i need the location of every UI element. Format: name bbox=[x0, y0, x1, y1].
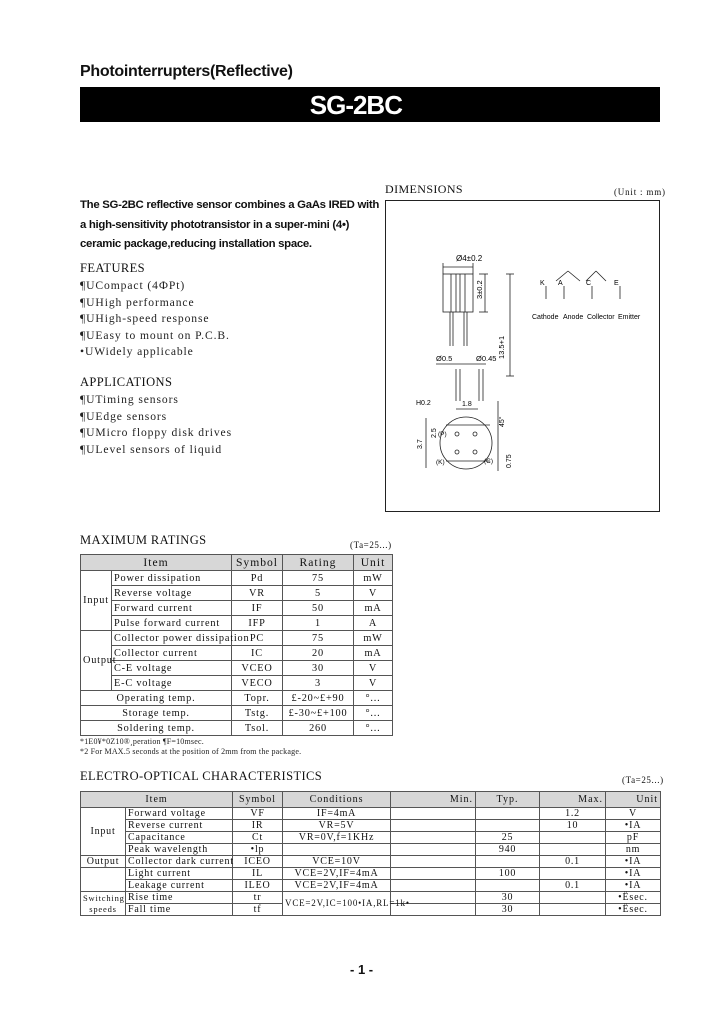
table-row bbox=[81, 676, 393, 691]
table-row bbox=[81, 721, 393, 736]
cell-typ: 30 bbox=[476, 904, 540, 916]
cell-typ bbox=[476, 856, 540, 868]
cell-unit: °... bbox=[354, 691, 393, 706]
cell-unit: mW bbox=[354, 571, 393, 586]
features-list bbox=[80, 278, 230, 361]
package-drawing bbox=[386, 201, 659, 511]
cell-unit: •IA bbox=[606, 868, 661, 880]
table-row bbox=[81, 586, 393, 601]
cell-typ: 30 bbox=[476, 892, 540, 904]
cell-rating: 20 bbox=[283, 646, 354, 661]
cell-unit: mA bbox=[354, 601, 393, 616]
dim-angle: 45° bbox=[499, 416, 506, 427]
cell-symbol: •lp bbox=[233, 844, 283, 856]
electro-optical-table bbox=[80, 791, 661, 916]
cell-conditions: VCE=2V,IF=4mA bbox=[283, 880, 391, 892]
cell-symbol: Topr. bbox=[232, 691, 283, 706]
cell-item: C-E voltage bbox=[112, 661, 232, 676]
cell-item: Operating temp. bbox=[81, 691, 232, 706]
cell-symbol: PC bbox=[232, 631, 283, 646]
cell-typ bbox=[476, 820, 540, 832]
cell-min bbox=[391, 820, 476, 832]
cell-unit: mA bbox=[354, 646, 393, 661]
title-bar bbox=[80, 87, 660, 122]
cell-symbol: ICEO bbox=[233, 856, 283, 868]
features-heading: FEATURES bbox=[80, 261, 146, 275]
table-row bbox=[81, 856, 661, 868]
cell-max bbox=[540, 868, 606, 880]
cell-conditions bbox=[283, 844, 391, 856]
cell-unit: V bbox=[354, 586, 393, 601]
pin-mark: (C) bbox=[484, 458, 494, 465]
cell-max: 10 bbox=[540, 820, 606, 832]
pin-mark: (K) bbox=[436, 459, 445, 466]
pin-name: Emitter bbox=[618, 314, 641, 321]
table-row bbox=[81, 880, 661, 892]
table-row bbox=[81, 691, 393, 706]
cell-conditions: VR=0V,f=1KHz bbox=[283, 832, 391, 844]
col-item: Item bbox=[81, 555, 232, 571]
cell-item: Soldering temp. bbox=[81, 721, 232, 736]
cell-max bbox=[540, 892, 606, 904]
col-item: Item bbox=[81, 792, 233, 808]
group-switching-line: speeds bbox=[89, 903, 117, 914]
dim-diameter: Ø4±0.2 bbox=[456, 254, 483, 263]
col-rating: Rating bbox=[283, 555, 354, 571]
cell-unit: °... bbox=[354, 706, 393, 721]
cell-typ bbox=[476, 880, 540, 892]
cell-typ: 940 bbox=[476, 844, 540, 856]
application-item: ¶ULevel sensors of liquid bbox=[80, 442, 223, 456]
dimensions-unit: (Unit : mm) bbox=[614, 187, 666, 197]
max-ratings-table bbox=[80, 554, 393, 736]
cell-item: Forward voltage bbox=[126, 808, 233, 820]
col-symbol: Symbol bbox=[233, 792, 283, 808]
cell-item: Storage temp. bbox=[81, 706, 232, 721]
group-input: Input bbox=[81, 808, 126, 856]
cell-rating: 3 bbox=[283, 676, 354, 691]
cell-unit: •IA bbox=[606, 880, 661, 892]
application-item: ¶UMicro floppy disk drives bbox=[80, 426, 232, 439]
col-typ: Typ. bbox=[476, 792, 540, 808]
cell-unit: •IA bbox=[606, 856, 661, 868]
cell-min bbox=[391, 844, 476, 856]
dimensions-heading: DIMENSIONS bbox=[385, 182, 464, 196]
table-row bbox=[81, 646, 393, 661]
max-ratings-condition: (Ta=25...) bbox=[350, 540, 392, 550]
pin-name: Anode bbox=[563, 314, 584, 321]
cell-max bbox=[540, 904, 606, 916]
cell-min bbox=[391, 880, 476, 892]
col-min: Min. bbox=[391, 792, 476, 808]
pin-k-label: K bbox=[540, 280, 545, 287]
table-row bbox=[81, 868, 661, 880]
cell-rating: 1 bbox=[283, 616, 354, 631]
cell-unit: V bbox=[354, 676, 393, 691]
dimensions-drawing bbox=[385, 200, 660, 512]
table-row bbox=[81, 571, 393, 586]
cell-min bbox=[391, 868, 476, 880]
cell-symbol: VF bbox=[233, 808, 283, 820]
table-row bbox=[81, 844, 661, 856]
cell-conditions: VCE=2V,IF=4mA bbox=[283, 868, 391, 880]
note: *2 For MAX.5 seconds at the position of 2mm from the package. bbox=[80, 747, 302, 756]
max-ratings-heading: MAXIMUM RATINGS bbox=[80, 533, 207, 547]
table-row bbox=[81, 820, 661, 832]
cell-max: 1.2 bbox=[540, 808, 606, 820]
cell-typ: 25 bbox=[476, 832, 540, 844]
cell-min bbox=[391, 808, 476, 820]
cell-symbol: Pd bbox=[232, 571, 283, 586]
group-output: Output bbox=[81, 856, 126, 868]
cell-item: Reverse current bbox=[126, 820, 233, 832]
cell-symbol: VCEO bbox=[232, 661, 283, 676]
feature-item: ¶UHigh performance bbox=[80, 295, 195, 309]
pin-mark: (P) bbox=[438, 431, 447, 438]
cell-rating: 50 bbox=[283, 601, 354, 616]
dim-pin-dia-2: Ø0.45 bbox=[476, 354, 497, 363]
cell-unit: A bbox=[354, 616, 393, 631]
cell-min bbox=[391, 856, 476, 868]
table-header-row bbox=[81, 792, 661, 808]
cell-symbol: tf bbox=[233, 904, 283, 916]
group-switching bbox=[81, 892, 126, 916]
cell-symbol: VECO bbox=[232, 676, 283, 691]
cell-symbol: Tsol. bbox=[232, 721, 283, 736]
cell-symbol: IR bbox=[233, 820, 283, 832]
cell-symbol: IFP bbox=[232, 616, 283, 631]
feature-item: ¶UEasy to mount on P.C.B. bbox=[80, 328, 230, 342]
cell-conditions: VCE=2V,IC=100•IA,RL=1k• bbox=[283, 892, 391, 916]
col-symbol: Symbol bbox=[232, 555, 283, 571]
applications-list bbox=[80, 392, 232, 458]
feature-item: •UWidely applicable bbox=[80, 345, 194, 358]
cell-item: Collector dark current bbox=[126, 856, 233, 868]
pin-name: Cathode bbox=[532, 314, 559, 321]
dim-h: H0.2 bbox=[416, 400, 431, 407]
electro-optical-heading: ELECTRO-OPTICAL CHARACTERISTICS bbox=[80, 769, 323, 783]
table-row bbox=[81, 832, 661, 844]
feature-item: ¶UCompact (4ФPt) bbox=[80, 279, 186, 292]
cell-symbol: IF bbox=[232, 601, 283, 616]
cell-item: Power dissipation bbox=[112, 571, 232, 586]
col-max: Max. bbox=[540, 792, 606, 808]
cell-item: Collector current bbox=[112, 646, 232, 661]
dim-lead-length: 13.5+1 bbox=[497, 335, 506, 359]
cell-rating: 5 bbox=[283, 586, 354, 601]
pin-name: Collector bbox=[587, 314, 615, 321]
cell-symbol: ILEO bbox=[233, 880, 283, 892]
cell-item: Peak wavelength bbox=[126, 844, 233, 856]
cell-rating: 75 bbox=[283, 631, 354, 646]
cell-unit: V bbox=[354, 661, 393, 676]
cell-rating: 260 bbox=[283, 721, 354, 736]
cell-unit: V bbox=[606, 808, 661, 820]
cell-rating: £-20~£+90 bbox=[283, 691, 354, 706]
page-number: - 1 - bbox=[350, 962, 374, 977]
cell-item: Light current bbox=[126, 868, 233, 880]
cell-conditions: VR=5V bbox=[283, 820, 391, 832]
application-item: ¶UEdge sensors bbox=[80, 409, 168, 423]
cell-rating: 75 bbox=[283, 571, 354, 586]
cell-min bbox=[391, 832, 476, 844]
table-row bbox=[81, 892, 661, 904]
dim-0-75: 0.75 bbox=[506, 454, 513, 468]
col-unit: Unit bbox=[606, 792, 661, 808]
cell-item: Reverse voltage bbox=[112, 586, 232, 601]
table-row bbox=[81, 661, 393, 676]
cell-symbol: Tstg. bbox=[232, 706, 283, 721]
table-row bbox=[81, 808, 661, 820]
dim-height: 3±0.2 bbox=[475, 280, 484, 299]
pin-e-label: E bbox=[614, 280, 619, 287]
cell-item: Pulse forward current bbox=[112, 616, 232, 631]
max-ratings-notes bbox=[80, 737, 301, 757]
col-unit: Unit bbox=[354, 555, 393, 571]
cell-unit: pF bbox=[606, 832, 661, 844]
document-category: Photointerrupters(Reflective) bbox=[80, 63, 293, 80]
cell-unit: nm bbox=[606, 844, 661, 856]
cell-symbol: VR bbox=[232, 586, 283, 601]
cell-item: E-C voltage bbox=[112, 676, 232, 691]
cell-max: 0.1 bbox=[540, 856, 606, 868]
cell-item: Leakage current bbox=[126, 880, 233, 892]
cell-max bbox=[540, 844, 606, 856]
cell-typ: 100 bbox=[476, 868, 540, 880]
cell-typ bbox=[476, 808, 540, 820]
cell-unit: °... bbox=[354, 721, 393, 736]
cell-item: Collector power dissipation bbox=[112, 631, 232, 646]
pin-a-label: A bbox=[558, 280, 563, 287]
pin-c-label: C bbox=[586, 280, 592, 287]
cell-unit: •Ësec. bbox=[606, 904, 661, 916]
table-header-row bbox=[81, 555, 393, 571]
cell-unit: •Ësec. bbox=[606, 892, 661, 904]
cell-rating: 30 bbox=[283, 661, 354, 676]
cell-symbol: Ct bbox=[233, 832, 283, 844]
electro-optical-condition: (Ta=25...) bbox=[622, 775, 664, 785]
group-output-spacer bbox=[81, 868, 126, 892]
cell-symbol: IL bbox=[233, 868, 283, 880]
cell-unit: •IA bbox=[606, 820, 661, 832]
cell-conditions: VCE=10V bbox=[283, 856, 391, 868]
cell-item: Forward current bbox=[112, 601, 232, 616]
model-title: SG-2BC bbox=[309, 90, 402, 120]
cell-max: 0.1 bbox=[540, 880, 606, 892]
cell-symbol: IC bbox=[232, 646, 283, 661]
group-input: Input bbox=[81, 571, 112, 631]
note: *1E0¥*0Z10®¸peration ¶F=10msec. bbox=[80, 737, 204, 746]
applications-heading: APPLICATIONS bbox=[80, 375, 173, 389]
group-switching-line: Switching bbox=[83, 892, 125, 903]
dim-3-7: 3.7 bbox=[417, 439, 424, 449]
group-output: Output bbox=[81, 631, 112, 691]
cell-max bbox=[540, 832, 606, 844]
cell-conditions: IF=4mA bbox=[283, 808, 391, 820]
intro-text: The SG-2BC reflective sensor combines a GaAs IRED with a high-sensitivity phototransistor in a super-mini (4•) ceramic package,reducing installation space. bbox=[80, 199, 380, 250]
dim-pitch: 1.8 bbox=[462, 401, 472, 408]
cell-symbol: tr bbox=[233, 892, 283, 904]
feature-item: ¶UHigh-speed response bbox=[80, 312, 210, 325]
table-row bbox=[81, 631, 393, 646]
cell-item: Fall time bbox=[126, 904, 233, 916]
dim-2-5: 2.5 bbox=[431, 428, 438, 438]
col-conditions: Conditions bbox=[283, 792, 391, 808]
table-row bbox=[81, 616, 393, 631]
cell-rating: £-30~£+100 bbox=[283, 706, 354, 721]
dim-pin-dia-1: Ø0.5 bbox=[436, 354, 453, 363]
cell-item: Rise time bbox=[126, 892, 233, 904]
cell-item: Capacitance bbox=[126, 832, 233, 844]
cell-unit: mW bbox=[354, 631, 393, 646]
table-row bbox=[81, 706, 393, 721]
application-item: ¶UTiming sensors bbox=[80, 393, 179, 406]
table-row bbox=[81, 601, 393, 616]
